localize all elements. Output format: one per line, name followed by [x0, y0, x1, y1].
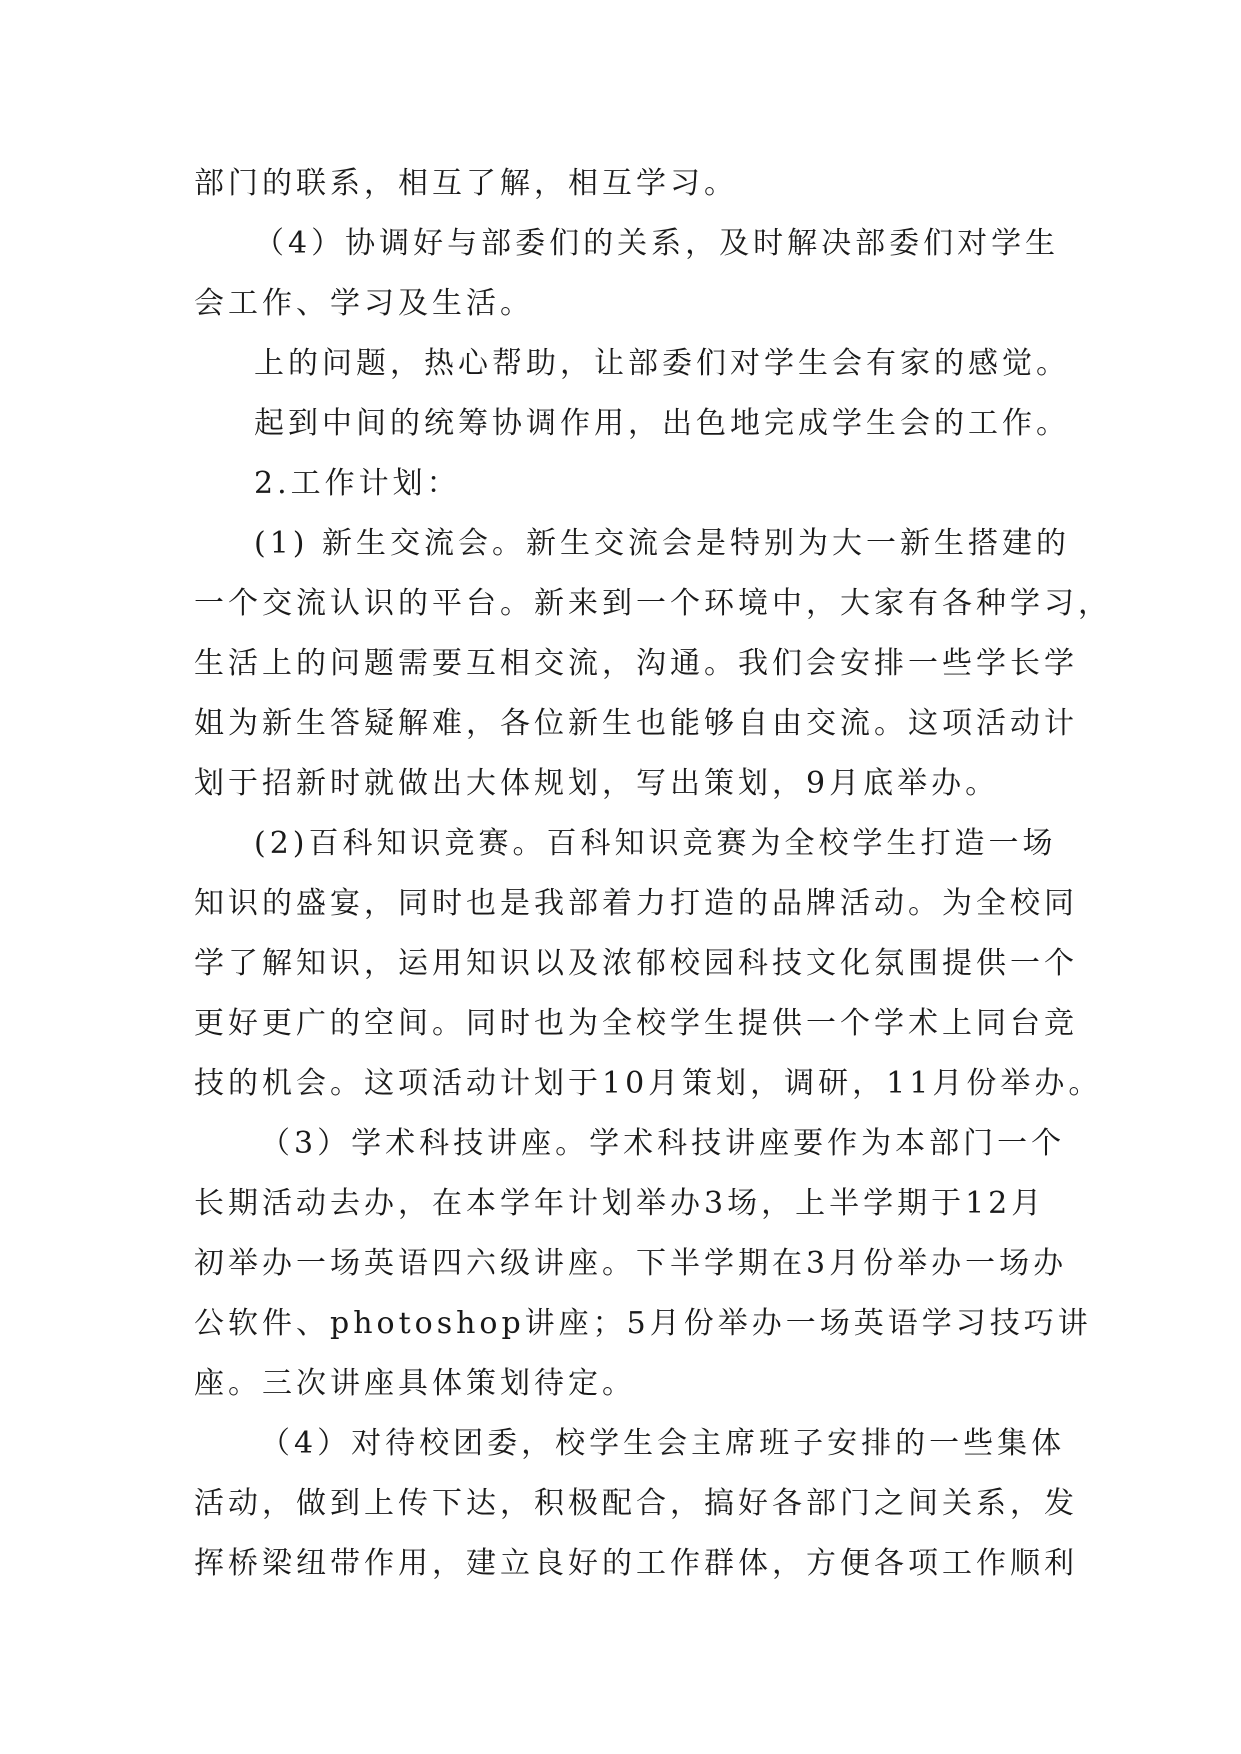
- text-line: 更好更广的空间。同时也为全校学生提供一个学术上同台竞: [194, 1006, 1078, 1041]
- text-line: 一个交流认识的平台。新来到一个环境中，大家有各种学习，: [194, 586, 1112, 621]
- text-line: (1) 新生交流会。新生交流会是特别为大一新生搭建的: [254, 526, 1071, 561]
- text-line: 活动，做到上传下达，积极配合，搞好各部门之间关系，发: [194, 1486, 1078, 1521]
- section-heading: 2.工作计划：: [254, 466, 461, 501]
- text-line: 技的机会。这项活动计划于10月策划，调研，11月份举办。: [194, 1066, 1103, 1101]
- text-line: 学了解知识，运用知识以及浓郁校园科技文化氛围提供一个: [194, 946, 1078, 981]
- text-line: (2)百科知识竞赛。百科知识竞赛为全校学生打造一场: [254, 826, 1057, 861]
- text-line: 上的问题，热心帮助，让部委们对学生会有家的感觉。: [254, 346, 1070, 381]
- text-line: 起到中间的统筹协调作用，出色地完成学生会的工作。: [254, 406, 1070, 441]
- text-line: 座。三次讲座具体策划待定。: [194, 1366, 636, 1401]
- text-line: （4）对待校团委，校学生会主席班子安排的一些集体: [260, 1426, 1066, 1461]
- text-line: 挥桥梁纽带作用，建立良好的工作群体，方便各项工作顺利: [194, 1546, 1078, 1581]
- text-line: 划于招新时就做出大体规划，写出策划，9月底举办。: [194, 766, 1000, 801]
- text-line: （4）协调好与部委们的关系，及时解决部委们对学生: [254, 226, 1060, 261]
- text-line: 姐为新生答疑解难，各位新生也能够自由交流。这项活动计: [194, 706, 1078, 741]
- text-line: （3）学术科技讲座。学术科技讲座要作为本部门一个: [260, 1126, 1066, 1161]
- document-body: [194, 154, 1112, 1594]
- text-line: 生活上的问题需要互相交流，沟通。我们会安排一些学长学: [194, 646, 1078, 681]
- text-line: 初举办一场英语四六级讲座。下半学期在3月份举办一场办: [194, 1246, 1068, 1281]
- text-line: 知识的盛宴，同时也是我部着力打造的品牌活动。为全校同: [194, 886, 1078, 921]
- text-line: 会工作、学习及生活。: [194, 286, 534, 321]
- text-line: 部门的联系，相互了解，相互学习。: [194, 166, 738, 201]
- text-line: 公软件、photoshop讲座；5月份举办一场英语学习技巧讲: [194, 1306, 1092, 1341]
- text-line: 长期活动去办，在本学年计划举办3场，上半学期于12月: [194, 1186, 1046, 1221]
